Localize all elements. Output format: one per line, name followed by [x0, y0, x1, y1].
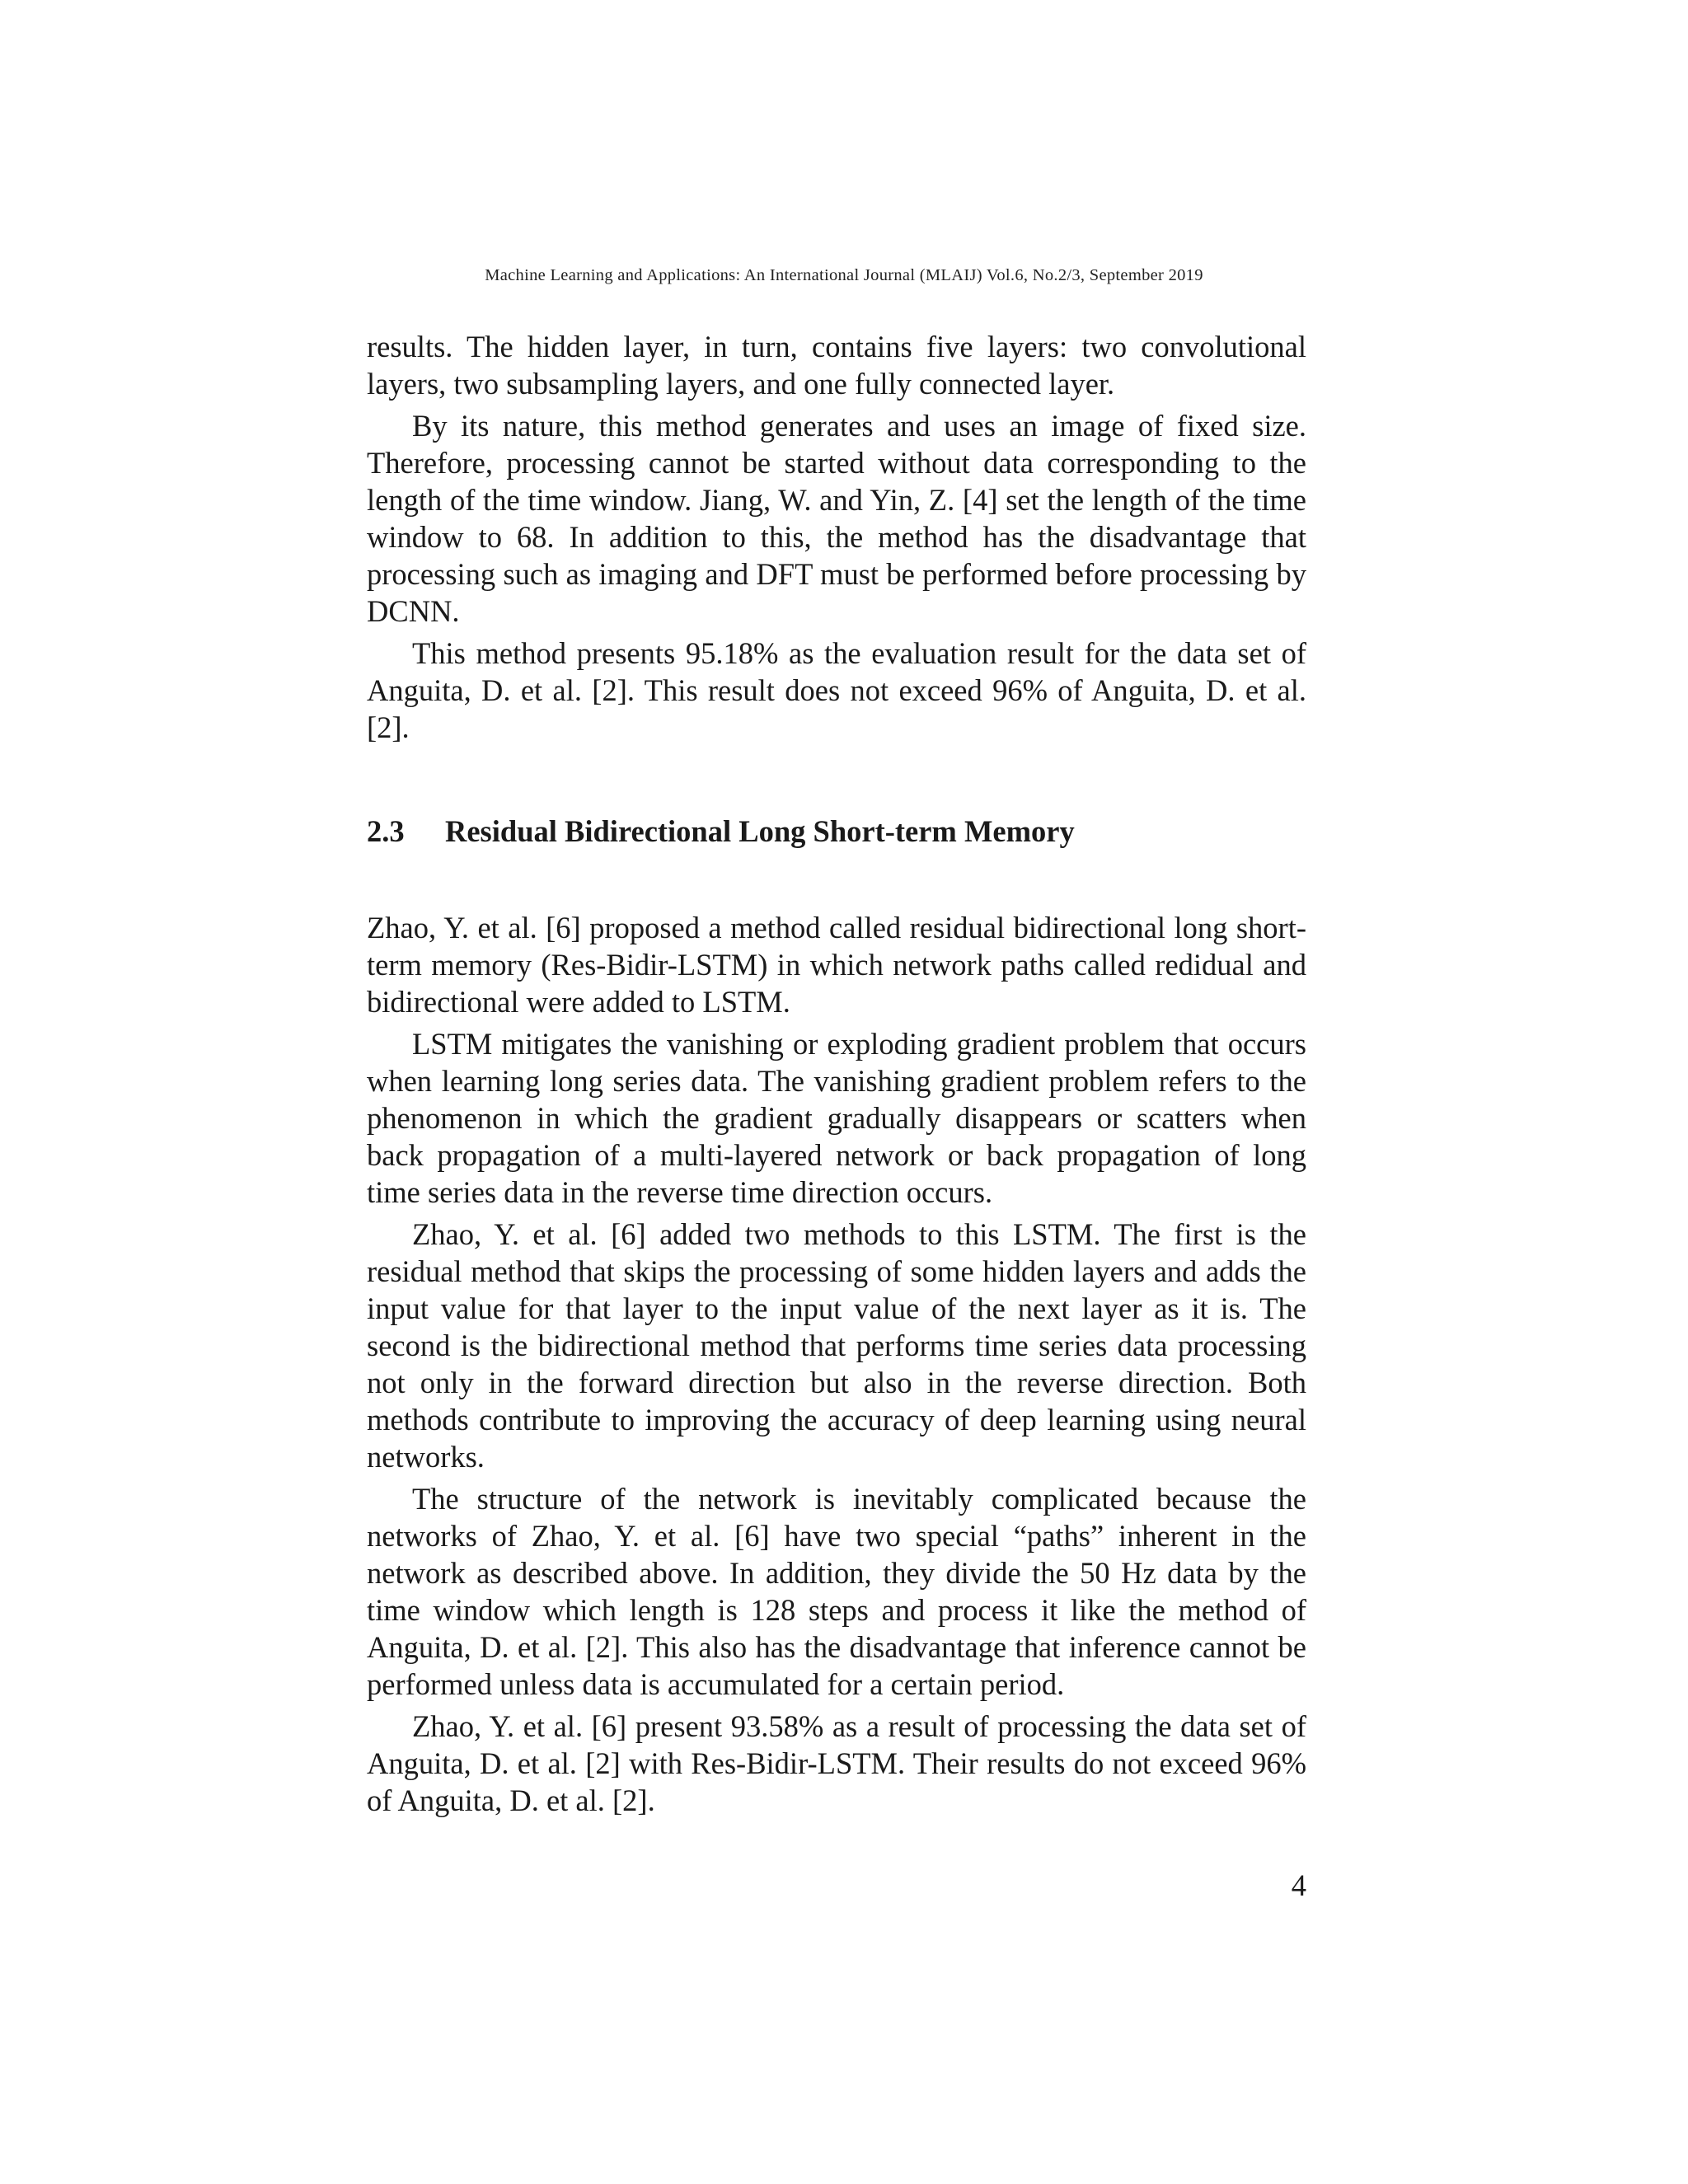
paragraph: LSTM mitigates the vanishing or exploding gradient problem that occurs when learning long series data. The vanishing gradient problem refers to the phenomenon in which the gradient gradually disappears or scatters when back propagation of a multi-layered network or back propagation of long time series data in the reverse time direction occurs.: [367, 1027, 1306, 1209]
paragraph-continuation: results. The hidden layer, in turn, contains five layers: two convolutional layers, two subsampling layers, and one fully connected layer.: [367, 330, 1306, 401]
paragraph: Zhao, Y. et al. [6] added two methods to this LSTM. The first is the residual method that skips the processing of some hidden layers and adds the input value for that layer to the input value of the next layer as it is. The second is the bidirectional method that performs time series data processing not only in the forward direction but also in the reverse direction. Both methods contribute to improving the accuracy of deep learning using neural networks.: [367, 1217, 1306, 1474]
section-title: Residual Bidirectional Long Short-term Memory: [445, 814, 1075, 848]
paragraph: By its nature, this method generates and uses an image of fixed size. Therefore, processing cannot be started without data corresponding to the length of the time window. Jiang, W. and Yin, Z. [4] set the length of the time window to 68. In addition to this, the method has the disadvantage that processing such as imaging and DFT must be performed before processing by DCNN.: [367, 409, 1306, 628]
section-heading: [367, 813, 1306, 850]
paragraph: Zhao, Y. et al. [6] present 93.58% as a result of processing the data set of Anguita, D. et al. [2] with Res-Bidir-LSTM. Their results do not exceed 96% of Anguita, D. et al. [2].: [367, 1709, 1306, 1817]
running-header: Machine Learning and Applications: An International Journal (MLAIJ) Vol.6, No.2/3, September 2019: [485, 266, 1203, 284]
section-number: 2.3: [367, 814, 405, 848]
paragraph: This method presents 95.18% as the evaluation result for the data set of Anguita, D. et al. [2]. This result does not exceed 96% of Anguita, D. et al. [2].: [367, 636, 1306, 744]
paragraph: Zhao, Y. et al. [6] proposed a method called residual bidirectional long short-term memory (Res-Bidir-LSTM) in which network paths called redidual and bidirectional were added to LSTM.: [367, 911, 1306, 1019]
paragraph: The structure of the network is inevitably complicated because the networks of Zhao, Y. et al. [6] have two special “paths” inherent in the network as described above. In addition, they divide the 50 Hz data by the time window which length is 128 steps and process it like the method of Anguita, D. et al. [2]. This also has the disadvantage that inference cannot be performed unless data is accumulated for a certain period.: [367, 1482, 1306, 1701]
page-number: 4: [1291, 1868, 1306, 1902]
body-column: [367, 328, 1306, 1824]
